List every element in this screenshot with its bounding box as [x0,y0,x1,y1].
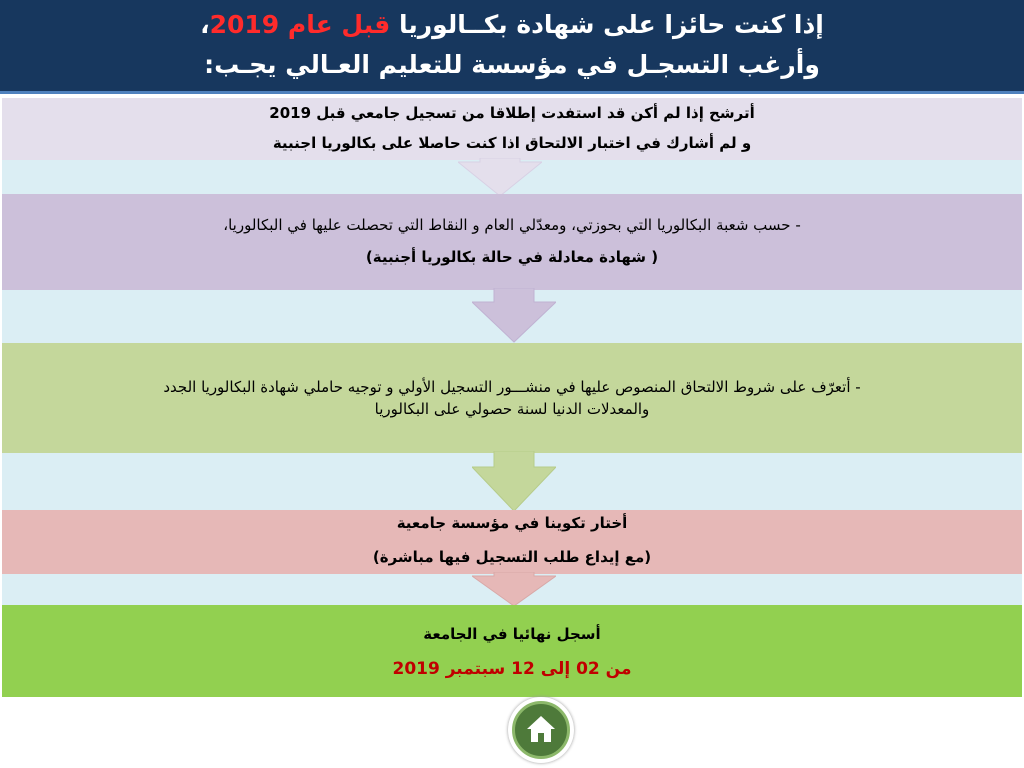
step-5-line1: أسجل نهائيا في الجامعة [423,625,601,643]
home-button[interactable] [508,697,574,763]
step-2-box [2,194,1022,290]
down-arrow-3 [472,451,556,513]
header-comma: ، [200,10,210,39]
header-highlight: قبل عام 2019 [209,10,391,39]
step-4-line1: أختار تكوينا في مؤسسة جامعية [396,514,628,532]
step-2-line2: ( شهادة معادلة في حالة بكالوريا أجنبية) [365,248,659,266]
step-3-box [2,343,1022,453]
step-1-box [2,98,1022,160]
step-5-line2: من 02 إلى 12 سبتمبر 2019 [392,659,632,679]
home-button-inner [512,701,570,759]
step-3-line1: - أتعرّف على شروط الالتحاق المنصوص عليها في منشـــور التسجيل الأولي و توجيه حاملي شهادة البكالوريا الجدد [163,378,861,396]
step-4-line2: (مع إيداع طلب التسجيل فيها مباشرة) [372,548,652,566]
step-3-line2: والمعدلات الدنيا لسنة حصولي على البكالوريا [374,400,650,418]
step-2-line1: - حسب شعبة البكالوريا التي بحوزتي، ومعدّلي العام و النقاط التي تحصلت عليها في البكالوريا، [223,216,801,234]
step-5-box [2,605,1022,697]
down-arrow-1 [458,158,542,198]
header-text: إذا كنت حائزا على شهادة بكــالوريا [390,10,824,39]
header-title-line1 [0,8,1024,42]
step-1-line1: أترشح إذا لم أكن قد استفدت إطلاقا من تسجيل جامعي قبل 2019 [269,104,755,122]
page-header [0,0,1024,94]
home-icon [515,704,567,756]
header-title-line2: وأرغب التسجـل في مؤسسة للتعليم العـالي يجـب: [204,50,820,79]
down-arrow-2 [472,288,556,344]
down-arrow-4 [472,572,556,608]
step-1-line2: و لم أشارك في اختبار الالتحاق اذا كنت حاصلا على بكالوريا اجنبية [272,134,752,152]
step-4-box [2,510,1022,574]
